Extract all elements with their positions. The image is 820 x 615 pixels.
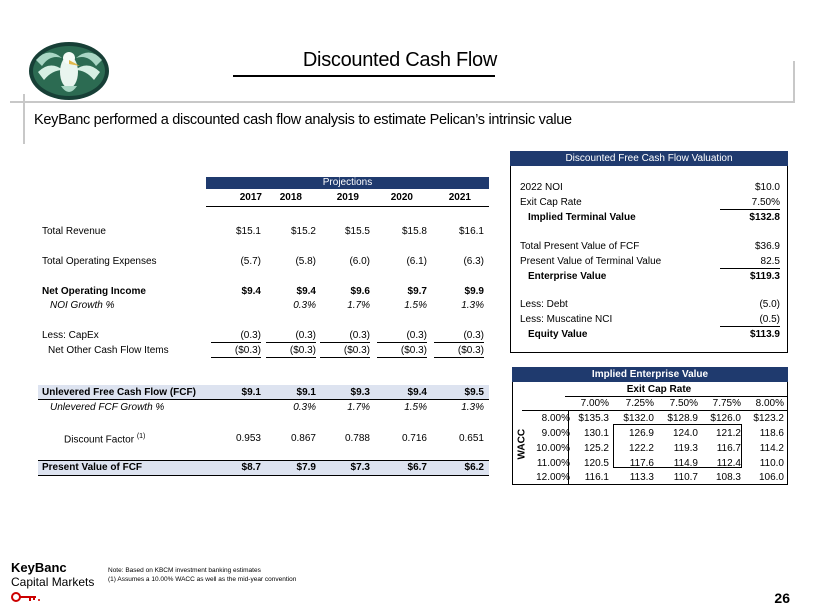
subtotal-rule (320, 357, 370, 358)
sensitivity-cell: 124.0 (672, 428, 698, 439)
exit-cap-rate-rule (565, 396, 788, 397)
dcf-label: Total Present Value of FCF (520, 241, 640, 252)
dcf-rule (720, 268, 780, 269)
dcf-value: $10.0 (754, 182, 780, 193)
wacc-row-label: 11.00% (536, 458, 570, 469)
page-subtitle: KeyBanc performed a discounted cash flow analysis to estimate Pelican’s intrinsic value (34, 112, 572, 128)
table-cell: (6.3) (463, 256, 484, 267)
brand-name: KeyBanc (11, 560, 67, 575)
table-cell: 1.7% (347, 300, 370, 311)
dcf-label: Equity Value (528, 329, 588, 340)
table-cell: 1.5% (404, 300, 427, 311)
table-cell: ($0.3) (400, 345, 427, 356)
table-cell: $15.1 (235, 226, 261, 237)
table-cell: $6.7 (407, 462, 427, 473)
dcf-value: $36.9 (754, 241, 780, 252)
footnote-note: Note: Based on KBCM investment banking estimates (108, 567, 261, 574)
sensitivity-cell: 119.3 (673, 443, 698, 454)
year-header: 2018 (279, 192, 302, 203)
table-cell: $9.7 (407, 286, 427, 297)
fcf-row-rule (38, 399, 489, 400)
row-label-capex: Less: CapEx (42, 330, 99, 341)
wacc-row-label: 9.00% (541, 428, 570, 439)
cap-rate-col: 7.25% (625, 398, 654, 409)
sensitivity-cell: $123.2 (753, 413, 784, 424)
frame-line-left (23, 94, 25, 144)
wacc-row-label: 12.00% (536, 472, 570, 483)
table-cell: $15.8 (401, 226, 427, 237)
dcf-value: $113.9 (749, 329, 780, 340)
table-cell: $9.1 (296, 387, 316, 398)
dcf-label: Present Value of Terminal Value (520, 256, 662, 267)
dcf-label: 2022 NOI (520, 182, 563, 193)
cap-rate-col: 8.00% (755, 398, 784, 409)
dcf-header: Discounted Free Cash Flow Valuation (510, 151, 788, 166)
table-cell: (0.3) (463, 330, 484, 341)
table-cell: ($0.3) (343, 345, 370, 356)
footnote-mark: (1) (136, 433, 146, 440)
row-label-operating-expenses: Total Operating Expenses (42, 256, 157, 267)
discount-factor-label: Discount Factor (64, 434, 135, 446)
table-cell: (6.0) (349, 256, 370, 267)
wacc-row-label: 10.00% (536, 443, 570, 454)
sensitivity-cell: 110.7 (673, 472, 698, 483)
table-cell: (5.7) (240, 256, 261, 267)
table-cell: (6.1) (406, 256, 427, 267)
footnote-1: (1) Assumes a 10.00% WACC as well as the mid-year convention (108, 576, 297, 583)
dcf-label: Exit Cap Rate (520, 197, 582, 208)
dcf-rule (720, 209, 780, 210)
page-title: Discounted Cash Flow (302, 49, 497, 71)
table-cell: $9.1 (241, 387, 261, 398)
table-cell: 0.953 (235, 433, 261, 444)
year-header: 2019 (336, 192, 359, 203)
cap-rate-col: 7.00% (580, 398, 609, 409)
sensitivity-cell: $132.0 (623, 413, 654, 424)
sensitivity-cell: 108.3 (715, 472, 741, 483)
wacc-label: WACC (516, 428, 528, 460)
year-header: 2020 (390, 192, 413, 203)
sensitivity-cell: 116.1 (584, 472, 609, 483)
table-cell: 1.3% (461, 402, 484, 413)
year-header: 2017 (239, 192, 262, 203)
key-icon (11, 589, 111, 607)
sensitivity-cell: $135.3 (578, 413, 609, 424)
table-cell: (0.3) (406, 330, 427, 341)
wacc-row-label: 8.00% (541, 413, 570, 424)
dcf-value: (0.5) (759, 314, 780, 325)
table-cell: $9.4 (241, 286, 261, 297)
keybanc-logo (11, 560, 111, 610)
row-label-other-cash-flow: Net Other Cash Flow Items (48, 345, 169, 356)
table-cell: 1.7% (347, 402, 370, 413)
sensitivity-cell: 117.6 (629, 458, 654, 469)
table-cell: 1.5% (404, 402, 427, 413)
sensitivity-cell: 122.2 (628, 443, 654, 454)
page-number: 26 (774, 590, 790, 606)
row-label-pv-fcf: Present Value of FCF (42, 462, 143, 473)
subtotal-rule (377, 342, 427, 343)
row-label-total-revenue: Total Revenue (42, 226, 106, 237)
table-cell: 0.788 (344, 433, 370, 444)
table-cell: $9.6 (350, 286, 370, 297)
row-label-unlevered-fcf: Unlevered Free Cash Flow (FCF) (42, 387, 196, 398)
table-cell: 1.3% (461, 300, 484, 311)
subtotal-rule (377, 357, 427, 358)
brand-sub: Capital Markets (11, 575, 95, 589)
subtotal-rule (434, 357, 484, 358)
table-cell: 0.716 (401, 433, 427, 444)
dcf-rule (720, 326, 780, 327)
subtotal-rule (266, 357, 316, 358)
sensitivity-cell: 113.3 (629, 472, 654, 483)
table-cell: $9.9 (464, 286, 484, 297)
table-cell: ($0.3) (289, 345, 316, 356)
cap-rate-col: 7.75% (712, 398, 741, 409)
table-cell: ($0.3) (457, 345, 484, 356)
row-label-discount-factor (64, 433, 145, 445)
sensitivity-cell: 125.2 (583, 443, 609, 454)
table-cell: $7.9 (296, 462, 316, 473)
dcf-label: Less: Debt (520, 299, 568, 310)
sensitivity-cell: 116.7 (716, 443, 741, 454)
exit-cap-rate-header: Exit Cap Rate (626, 384, 692, 395)
table-cell: (0.3) (349, 330, 370, 341)
sensitivity-cell: 110.0 (759, 458, 784, 469)
table-cell: 0.651 (458, 433, 484, 444)
year-header: 2021 (448, 192, 471, 203)
sensitivity-cell: 118.6 (759, 428, 784, 439)
subtotal-rule (211, 342, 261, 343)
table-cell: (0.3) (240, 330, 261, 341)
table-cell: 0.3% (293, 402, 316, 413)
dcf-value: 82.5 (760, 256, 780, 267)
sensitivity-cell: $126.0 (710, 413, 741, 424)
projections-header: Projections (206, 177, 489, 189)
subtotal-rule (434, 342, 484, 343)
table-cell: $8.7 (241, 462, 261, 473)
sensitivity-cell: 130.1 (583, 428, 609, 439)
table-cell: $15.2 (290, 226, 316, 237)
dcf-value: 7.50% (751, 197, 780, 208)
dcf-label: Implied Terminal Value (528, 212, 636, 223)
sensitivity-cell: 106.0 (758, 472, 784, 483)
subtotal-rule (320, 342, 370, 343)
table-cell: ($0.3) (234, 345, 261, 356)
pelican-logo-icon (28, 40, 110, 102)
subtotal-rule (266, 342, 316, 343)
table-cell: $16.1 (458, 226, 484, 237)
dcf-value: $119.3 (749, 271, 780, 282)
table-cell: 0.867 (290, 433, 316, 444)
sensitivity-cell: $128.9 (667, 413, 698, 424)
table-cell: $9.4 (296, 286, 316, 297)
sensitivity-cell: 112.4 (716, 458, 741, 469)
title-underline (233, 75, 495, 77)
sensitivity-cell: 114.2 (759, 443, 784, 454)
table-cell: (5.8) (295, 256, 316, 267)
table-cell: $7.3 (350, 462, 370, 473)
sensitivity-cell: 114.9 (673, 458, 698, 469)
table-cell: $9.4 (407, 387, 427, 398)
row-label-noi: Net Operating Income (42, 286, 146, 297)
row-label-fcf-growth: Unlevered FCF Growth % (50, 402, 165, 413)
row-label-noi-growth: NOI Growth % (50, 300, 115, 311)
table-cell: $15.5 (344, 226, 370, 237)
table-cell: (0.3) (295, 330, 316, 341)
sensitivity-header: Implied Enterprise Value (512, 367, 788, 382)
frame-line-top (10, 101, 795, 103)
dcf-value: $132.8 (749, 212, 780, 223)
table-cell: 0.3% (293, 300, 316, 311)
cap-rate-col: 7.50% (669, 398, 698, 409)
dcf-label: Less: Muscatine NCI (520, 314, 613, 325)
frame-line-right (793, 61, 795, 103)
dcf-value: (5.0) (759, 299, 780, 310)
table-cell: $9.3 (350, 387, 370, 398)
dcf-label: Enterprise Value (528, 271, 607, 282)
sensitivity-cell: 126.9 (628, 428, 654, 439)
sensitivity-cell: 121.2 (715, 428, 741, 439)
sensitivity-cell: 120.5 (583, 458, 609, 469)
year-header-rule (206, 206, 489, 207)
table-cell: $9.5 (464, 387, 484, 398)
pv-row-rule-bottom (38, 475, 489, 476)
table-cell: $6.2 (464, 462, 484, 473)
sensitivity-rule (522, 410, 788, 411)
subtotal-rule (211, 357, 261, 358)
